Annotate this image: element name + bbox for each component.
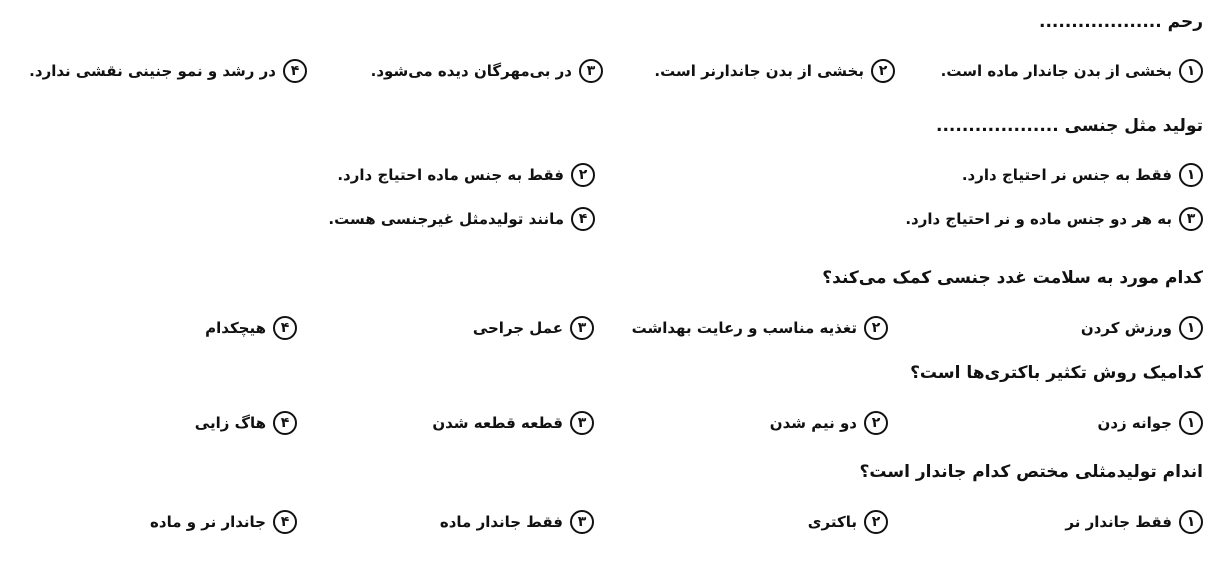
option-number-badge: ۴ xyxy=(273,411,297,435)
question-3-option-3 xyxy=(473,316,594,340)
option-number-badge: ٢ xyxy=(864,316,888,340)
question-3-text: کدام مورد به سلامت غدد جنسی کمک می‌کند؟ xyxy=(822,268,1203,288)
question-4-option-3 xyxy=(432,411,594,435)
option-text: در بی‌مهرگان دیده می‌شود. xyxy=(370,61,572,80)
option-text: فقط جاندار ماده xyxy=(439,512,563,531)
option-number-badge: ۴ xyxy=(273,510,297,534)
option-number-badge: ۴ xyxy=(283,59,307,83)
option-number-badge: ۴ xyxy=(571,207,595,231)
option-text: دو نیم شدن xyxy=(769,413,857,432)
option-number-badge: ١ xyxy=(1179,411,1203,435)
option-number-badge: ٣ xyxy=(570,510,594,534)
option-number-badge: ٢ xyxy=(864,510,888,534)
option-number-badge: ١ xyxy=(1179,316,1203,340)
option-number-badge: ۴ xyxy=(273,316,297,340)
option-text: تغذیه مناسب و رعایت بهداشت xyxy=(631,318,857,337)
question-2-option-3 xyxy=(905,207,1203,231)
option-text: فقط جاندار نر xyxy=(1065,512,1172,531)
option-text: بخشی از بدن جاندار ماده است. xyxy=(940,61,1172,80)
option-number-badge: ٢ xyxy=(871,59,895,83)
option-text: جاندار نر و ماده xyxy=(150,512,266,531)
option-text: ورزش کردن xyxy=(1080,318,1172,337)
question-4-option-4 xyxy=(195,411,297,435)
question-5-option-2 xyxy=(808,510,888,534)
option-number-badge: ١ xyxy=(1179,59,1203,83)
question-5-option-1 xyxy=(1065,510,1203,534)
question-2-option-1 xyxy=(962,163,1203,187)
question-4-option-2 xyxy=(770,411,888,435)
option-number-badge: ١ xyxy=(1179,510,1203,534)
option-text: جوانه زدن xyxy=(1097,413,1172,432)
option-text: فقط به جنس ماده احتیاج دارد. xyxy=(337,165,564,184)
question-4-text: کدامیک روش تکثیر باکتری‌ها است؟ xyxy=(910,363,1203,383)
question-5-option-3 xyxy=(440,510,594,534)
option-text: فقط به جنس نر احتیاج دارد. xyxy=(961,165,1172,184)
option-number-badge: ٣ xyxy=(579,59,603,83)
option-text: مانند تولیدمثل غیرجنسی هست. xyxy=(328,209,564,228)
option-text: به هر دو جنس ماده و نر احتیاج دارد. xyxy=(905,209,1172,228)
option-text: در رشد و نمو جنینی نقشی ندارد. xyxy=(29,61,276,80)
option-number-badge: ٣ xyxy=(1179,207,1203,231)
question-2-option-2 xyxy=(337,163,595,187)
question-4-option-1 xyxy=(1098,411,1203,435)
question-3-option-4 xyxy=(205,316,297,340)
question-5-option-4 xyxy=(150,510,297,534)
question-3-option-1 xyxy=(1081,316,1203,340)
option-text: عمل جراحی xyxy=(472,318,563,337)
option-text: هاگ زایی xyxy=(194,413,266,432)
option-text: بخشی از بدن جاندارنر است. xyxy=(654,61,864,80)
option-number-badge: ٢ xyxy=(571,163,595,187)
question-1-option-2 xyxy=(654,59,895,83)
option-text: باکتری xyxy=(807,512,857,531)
option-number-badge: ٢ xyxy=(864,411,888,435)
question-1-option-3 xyxy=(371,59,603,83)
option-number-badge: ١ xyxy=(1179,163,1203,187)
option-number-badge: ٣ xyxy=(570,316,594,340)
option-number-badge: ٣ xyxy=(570,411,594,435)
question-2-option-4 xyxy=(328,207,595,231)
question-3-option-2 xyxy=(632,316,888,340)
question-1-option-4 xyxy=(29,59,307,83)
option-text: قطعه قطعه شدن xyxy=(432,413,563,432)
question-1-text: رحم ................... xyxy=(1039,12,1203,32)
option-text: هیچکدام xyxy=(205,318,266,337)
question-5-text: اندام تولیدمثلی مختص کدام جاندار است؟ xyxy=(859,462,1203,482)
question-1-option-1 xyxy=(941,59,1203,83)
question-2-text: تولید مثل جنسی ................... xyxy=(936,116,1203,136)
